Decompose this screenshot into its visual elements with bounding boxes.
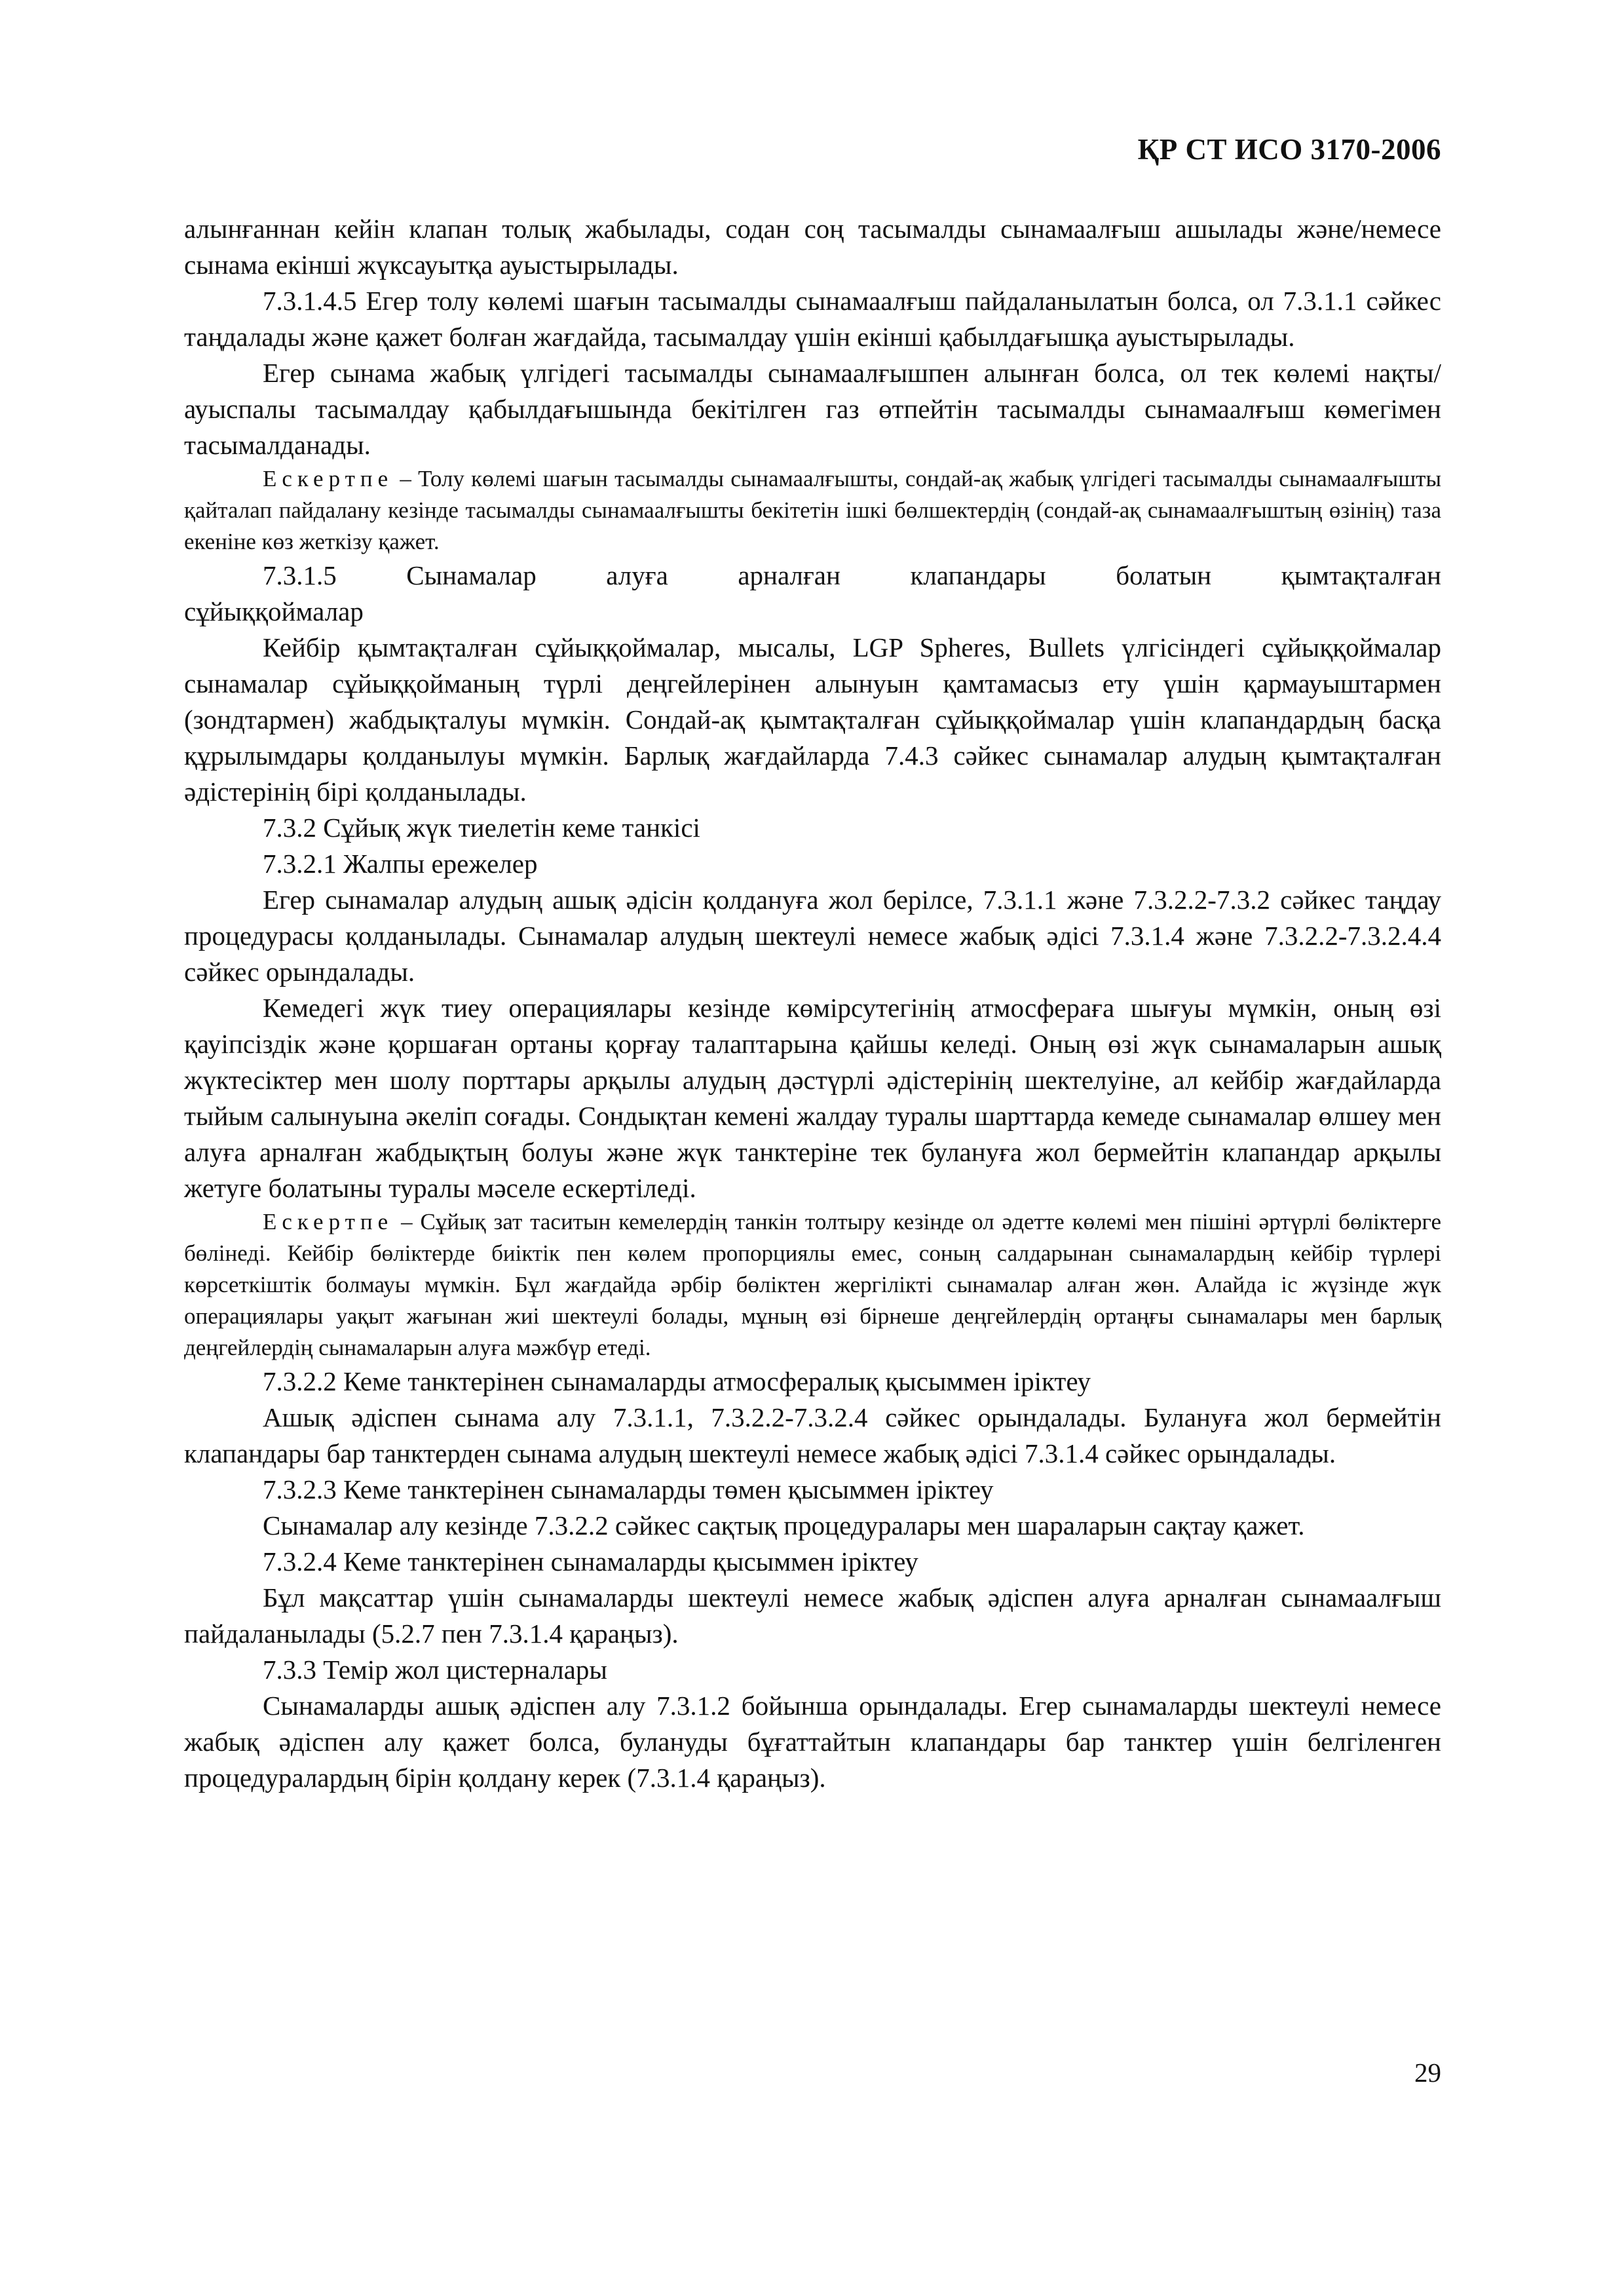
heading-7-3-3: 7.3.3 Темір жол цистерналары	[263, 1655, 607, 1685]
document-id-header: ҚР СТ ИСО 3170-2006	[1137, 133, 1441, 166]
paragraph-atmospheric-sampling: Ашық әдіспен сынама алу 7.3.1.1, 7.3.2.2-7.3.2.4 сәйкес орындалады. Булануға жол бермейтін клапандары бар танктерден сынама алудың шектеулі немесе жабық әдісі 7.3.1.4 сәйкес орындалады.	[184, 1402, 1441, 1468]
paragraph-pressure-sampling: Бұл мақсаттар үшін сынамаларды шектеулі немесе жабық әдіспен алуға арналған сынамаалғыш пайдаланылады (5.2.7 пен 7.3.1.4 қараңыз).	[184, 1582, 1441, 1649]
paragraph-sealed-tanks: Кейбір қымтақталған сұйыққоймалар, мысалы, LGP Spheres, Bullets үлгісіндегі сұйыққоймалар сынамалар сұйыққойманың түрлі деңгейлерінен алынуын қамтамасыз ету үшін қармауыштармен (зондтармен) жабдықталуы мүмкін. Сондай-ақ қымтақталған сұйыққоймалар үшін клапандардың басқа құрылымдары қолданылуы мүмкін. Барлық жағдайларда 7.4.3 сәйкес сынамалар алудың қымтақталған әдістерінің бірі қолданылады.	[184, 632, 1441, 807]
heading-7-3-2: 7.3.2 Сұйық жүк тиелетін кеме танкісі	[263, 813, 700, 843]
heading-7-3-2-1: 7.3.2.1 Жалпы ережелер	[263, 849, 538, 879]
heading-7-3-1-5-word: болатын	[1116, 560, 1212, 590]
note-2-text: – Сұйық зат таситын кемелердің танкін толтыру кезінде ол әдетте көлемі мен пішіні әртүрлі бөліктерге бөлінеді. Кейбір бөліктерде биіктік пен көлем пропорциялы емес, соның салдарынан сынамалардың кейбір түрлері көрсеткіштік болмауы мүмкін. Бұл жағдайда әрбір бөліктен жергілікті сынамалар алған жөн. Алайда іс жүзінде жүк операциялары уақыт жағынан жиі шектеулі болады, мұның өзі бірнеше деңгейлердің ортаңғы сынамалары мен барлық деңгейлердің сынамаларын алуға мәжбүр етеді.	[184, 1209, 1441, 1360]
heading-7-3-1-5-continuation: сұйыққоймалар	[184, 596, 364, 626]
page-content	[184, 211, 1441, 1796]
paragraph-closed-sampler: Егер сынама жабық үлгідегі тасымалды сынамаалғышпен алынған болса, ол тек көлемі нақты/ауыспалы тасымалдау қабылдағышында бекітілген газ өтпейтін тасымалды сынамаалғыш көмегімен тасымалданады.	[184, 358, 1441, 460]
note-2-label: Ескертпе	[263, 1209, 394, 1234]
note-2	[184, 1206, 1441, 1364]
heading-7-3-1-5-word: арналған	[738, 560, 840, 590]
paragraph-open-method: Егер сынамалар алудың ашық әдісін қолдануға жол берілсе, 7.3.1.1 және 7.3.2.2-7.3.2 сәйкес таңдау процедурасы қолданылады. Сынамалар алудың шектеулі немесе жабық әдісі 7.3.1.4 және 7.3.2.2-7.3.2.4.4 сәйкес орындалады.	[184, 885, 1441, 987]
note-1	[184, 463, 1441, 558]
heading-7-3-2-4: 7.3.2.4 Кеме танктерінен сынамаларды қысыммен іріктеу	[263, 1546, 918, 1577]
note-1-label: Ескертпе	[263, 466, 394, 491]
note-1-text: – Толу көлемі шағын тасымалды сынамаалғышты, сондай-ақ жабық үлгідегі тасымалды сынамаалғышты қайталап пайдалану кезінде тасымалды сынамаалғышты бекітетін ішкі бөлшектердің (сондай-ақ сынамаалғыштың өзінің) таза екеніне көз жеткізу қажет.	[184, 466, 1441, 554]
paragraph-continuation: алынғаннан кейін клапан толық жабылады, содан соң тасымалды сынамаалғыш ашылады және/немесе сынама екінші жүксауытқа ауыстырылады.	[184, 214, 1441, 280]
heading-7-3-1-5-word: Сынамалар	[406, 560, 537, 590]
paragraph-rail-tanks: Сынамаларды ашық әдіспен алу 7.3.1.2 бойынша орындалады. Егер сынамаларды шектеулі немесе жабық әдіспен алу қажет болса, булануды бұғаттайтын клапандары бар танктер үшін белгіленген процедуралардың бірін қолдану керек (7.3.1.4 қараңыз).	[184, 1691, 1441, 1793]
page-number: 29	[1414, 2057, 1441, 2088]
heading-7-3-1-5-word: алуға	[606, 560, 668, 590]
heading-7-3-2-2: 7.3.2.2 Кеме танктерінен сынамаларды атмосфералық қысыммен іріктеу	[263, 1366, 1091, 1396]
heading-7-3-1-5-word: 7.3.1.5	[263, 560, 337, 590]
paragraph-ship-loading: Кемедегі жүк тиеу операциялары кезінде көмірсутегінің атмосфераға шығуы мүмкін, оның өзі қауіпсіздік және қоршаған ортаны қорғау талаптарына қайшы келеді. Оның өзі жүк сынамаларын ашық жүктесіктер мен шолу порттары арқылы алудың дәстүрлі әдістерінің шектелуіне, ал кейбір жағдайларда тыйым салынуына әкеліп соғады. Сондықтан кемені жалдау туралы шарттарда кемеде сынамалар өлшеу мен алуға арналған жабдықтың болуы және жүк танктеріне тек булануға жол бермейтін клапандар арқылы жетуге болатыны туралы мәселе ескертіледі.	[184, 993, 1441, 1203]
paragraph-7-3-1-4-5: 7.3.1.4.5 Егер толу көлемі шағын тасымалды сынамаалғыш пайдаланылатын болса, ол 7.3.1.1 сәйкес таңдалады және қажет болған жағдайда, тасымалдау үшін екінші қабылдағышқа ауыстырылады.	[184, 286, 1441, 352]
paragraph-low-pressure-sampling: Сынамалар алу кезінде 7.3.2.2 сәйкес сақтық процедуралары мен шараларын сақтау қажет.	[263, 1510, 1305, 1540]
heading-7-3-1-5-word: клапандары	[910, 560, 1046, 590]
heading-7-3-2-3: 7.3.2.3 Кеме танктерінен сынамаларды төмен қысыммен іріктеу	[263, 1474, 994, 1504]
heading-7-3-1-5	[184, 558, 1441, 594]
heading-7-3-1-5-word: қымтақталған	[1281, 560, 1441, 590]
